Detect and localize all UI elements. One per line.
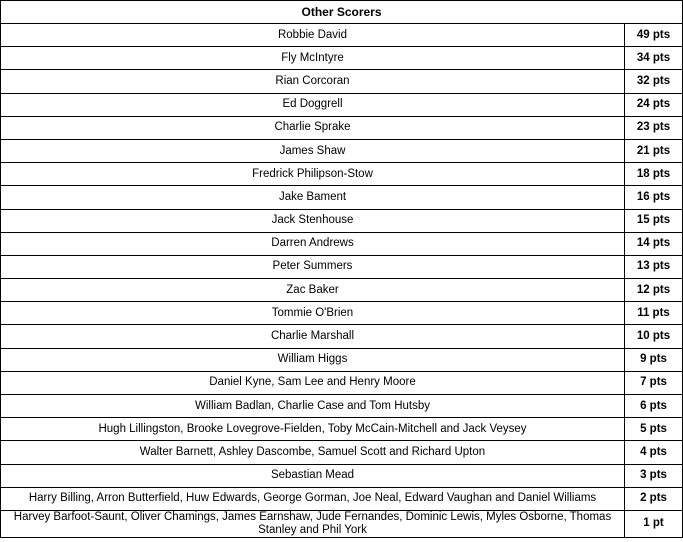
scorer-name-cell: Harvey Barfoot-Saunt, Oliver Chamings, James Earnshaw, Jude Fernandes, Dominic Lewis, Myles Osborne, Thomas Stanley and Phil York (1, 510, 625, 537)
scorer-name-cell: Robbie David (1, 24, 625, 47)
scorer-name-cell: Darren Andrews (1, 232, 625, 255)
scorer-name-cell: Charlie Sprake (1, 116, 625, 139)
table-row (1, 186, 683, 209)
table-row (1, 232, 683, 255)
table-row (1, 487, 683, 510)
scorer-points-cell: 10 pts (625, 325, 683, 348)
table-row (1, 441, 683, 464)
table-row (1, 395, 683, 418)
scorer-name-cell: Jack Stenhouse (1, 209, 625, 232)
scorer-name-cell: Jake Bament (1, 186, 625, 209)
scorer-name-cell: William Badlan, Charlie Case and Tom Hutsby (1, 395, 625, 418)
scorer-name-cell: Hugh Lillingston, Brooke Lovegrove-Fielden, Toby McCain-Mitchell and Jack Veysey (1, 418, 625, 441)
scorer-points-cell: 5 pts (625, 418, 683, 441)
scorer-name-cell: William Higgs (1, 348, 625, 371)
scorer-points-cell: 23 pts (625, 116, 683, 139)
scorer-points-cell: 2 pts (625, 487, 683, 510)
table-row (1, 24, 683, 47)
table-row (1, 325, 683, 348)
scorer-points-cell: 16 pts (625, 186, 683, 209)
scorer-points-cell: 7 pts (625, 371, 683, 394)
scorer-name-cell: Ed Doggrell (1, 93, 625, 116)
scorer-name-cell: Fly McIntyre (1, 47, 625, 70)
scorer-points-cell: 1 pt (625, 510, 683, 537)
table-row (1, 371, 683, 394)
table-row (1, 139, 683, 162)
table-row (1, 302, 683, 325)
table-row (1, 348, 683, 371)
scorer-points-cell: 13 pts (625, 255, 683, 278)
table-title: Other Scorers (1, 1, 683, 24)
scorer-points-cell: 6 pts (625, 395, 683, 418)
scorer-name-cell: Sebastian Mead (1, 464, 625, 487)
table-row (1, 255, 683, 278)
table-row (1, 418, 683, 441)
table-row (1, 47, 683, 70)
scorer-points-cell: 11 pts (625, 302, 683, 325)
scorer-name-cell: Fredrick Philipson-Stow (1, 163, 625, 186)
scorer-name-cell: Harry Billing, Arron Butterfield, Huw Edwards, George Gorman, Joe Neal, Edward Vaughan and Daniel Williams (1, 487, 625, 510)
table-row (1, 163, 683, 186)
scorer-name-cell: James Shaw (1, 139, 625, 162)
scorer-points-cell: 12 pts (625, 279, 683, 302)
scorer-points-cell: 24 pts (625, 93, 683, 116)
scorer-name-cell: Charlie Marshall (1, 325, 625, 348)
scorer-points-cell: 9 pts (625, 348, 683, 371)
scorer-points-cell: 14 pts (625, 232, 683, 255)
scorer-name-cell: Walter Barnett, Ashley Dascombe, Samuel Scott and Richard Upton (1, 441, 625, 464)
scorer-name-cell: Rian Corcoran (1, 70, 625, 93)
scorer-name-cell: Daniel Kyne, Sam Lee and Henry Moore (1, 371, 625, 394)
table-row (1, 279, 683, 302)
scorer-points-cell: 34 pts (625, 47, 683, 70)
scorer-points-cell: 3 pts (625, 464, 683, 487)
table-row (1, 209, 683, 232)
table-row (1, 464, 683, 487)
table-row (1, 510, 683, 537)
table-body (1, 24, 683, 538)
table-row (1, 116, 683, 139)
scorer-points-cell: 15 pts (625, 209, 683, 232)
scorer-points-cell: 32 pts (625, 70, 683, 93)
scorer-points-cell: 21 pts (625, 139, 683, 162)
table-header-row (1, 1, 683, 24)
scorer-points-cell: 4 pts (625, 441, 683, 464)
scorer-name-cell: Zac Baker (1, 279, 625, 302)
table-row (1, 93, 683, 116)
scorer-points-cell: 18 pts (625, 163, 683, 186)
table-row (1, 70, 683, 93)
scorer-points-cell: 49 pts (625, 24, 683, 47)
scorer-name-cell: Peter Summers (1, 255, 625, 278)
scorer-name-cell: Tommie O'Brien (1, 302, 625, 325)
